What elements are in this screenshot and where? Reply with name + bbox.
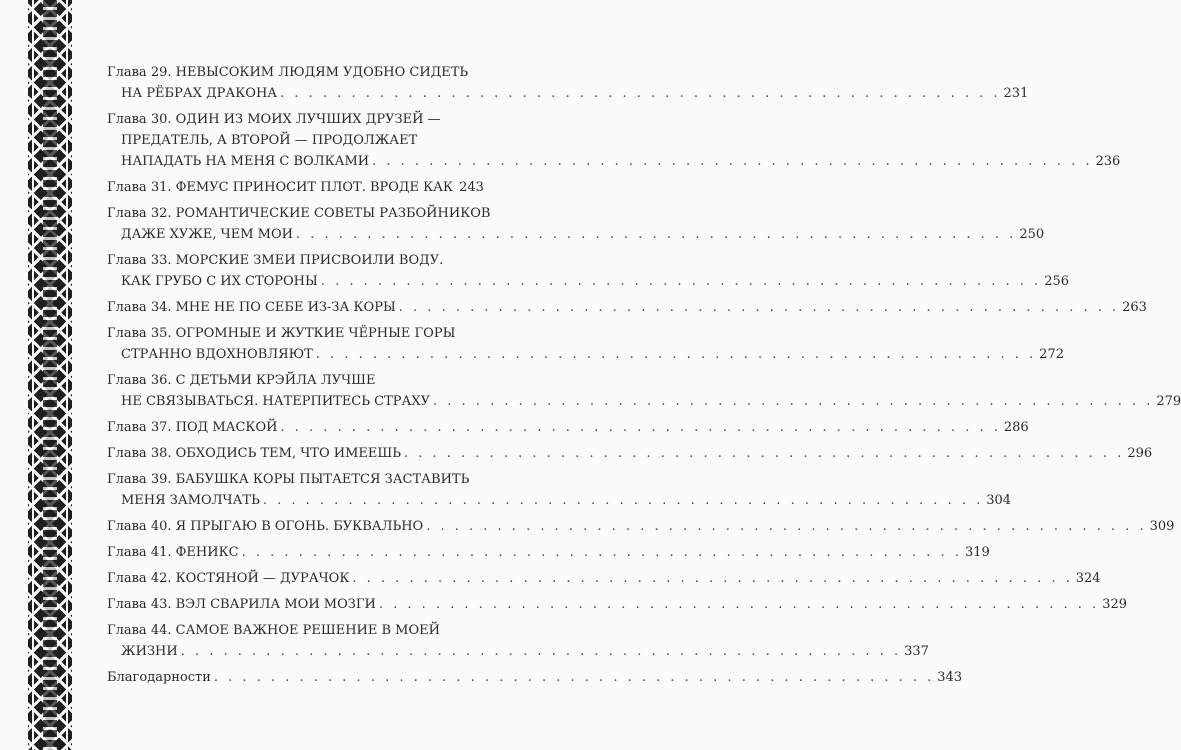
toc-entry-line bbox=[107, 344, 1064, 365]
toc-entry-title: Глава 30. ОДИН ИЗ МОИХ ЛУЧШИХ ДРУЗЕЙ — bbox=[107, 112, 441, 127]
toc-entry-title: КАК ГРУБО С ИХ СТОРОНЫ bbox=[121, 274, 318, 289]
toc-entry-title: НАПАДАТЬ НА МЕНЯ С ВОЛКАМИ bbox=[121, 154, 370, 169]
toc-entry bbox=[107, 323, 1064, 365]
toc-entry bbox=[107, 297, 1147, 318]
toc-entry-title: Глава 40. Я ПРЫГАЮ В ОГОНЬ. БУКВАЛЬНО bbox=[107, 519, 424, 534]
toc-entry-title: Глава 31. ФЕМУС ПРИНОСИТ ПЛОТ. ВРОДЕ КАК bbox=[107, 180, 454, 195]
toc-entry-line bbox=[107, 391, 1181, 412]
toc-entry-title: Глава 29. НЕВЫСОКИМ ЛЮДЯМ УДОБНО СИДЕТЬ bbox=[107, 65, 469, 80]
toc-entry bbox=[107, 516, 1175, 537]
page-number: 337 bbox=[904, 644, 929, 659]
toc-entry bbox=[107, 469, 1012, 511]
toc-entry bbox=[107, 594, 1128, 615]
page-number: 324 bbox=[1075, 571, 1101, 586]
toc-entry-line bbox=[107, 323, 477, 344]
dot-leader: . . . . . . . . . . . . . . . . . . . . . . . . . . . . . . . . . . . . . . . . . . . . . . . . . . . bbox=[280, 86, 1001, 101]
toc-entry-title: СТРАННО ВДОХНОВЛЯЮТ bbox=[121, 347, 313, 362]
toc-entry-line bbox=[107, 250, 477, 271]
toc-entry-title: Глава 37. ПОД МАСКОЙ bbox=[107, 420, 278, 435]
toc-entry bbox=[107, 667, 963, 688]
toc-entry-line bbox=[107, 177, 484, 198]
toc-entry-title: Глава 34. МНЕ НЕ ПО СЕБЕ ИЗ-ЗА КОРЫ bbox=[107, 300, 396, 315]
toc-entry-line bbox=[107, 641, 929, 662]
ornament-pattern bbox=[43, 0, 57, 750]
toc-entry bbox=[107, 620, 929, 662]
toc-entry-title: Глава 42. КОСТЯНОЙ — ДУРАЧОК bbox=[107, 571, 350, 586]
toc-entry bbox=[107, 417, 1029, 438]
toc-entry-line bbox=[107, 271, 1070, 292]
toc-entry-line bbox=[107, 109, 477, 130]
dot-leader: . . . . . . . . . . . . . . . . . . . . . . . . . . . . . . . . . . . . . . . . . . . . . . . . . . . bbox=[315, 347, 1037, 362]
toc-entry-title: Глава 36. С ДЕТЬМИ КРЭЙЛА ЛУЧШЕ bbox=[107, 373, 376, 388]
dot-leader: . . . . . . . . . . . . . . . . . . . . . . . . . . . . . . . . . . . . . . . . . . . . . . . . . . . bbox=[398, 300, 1120, 315]
toc-entry-line bbox=[107, 542, 990, 563]
toc-entry bbox=[107, 443, 1153, 464]
toc-entry bbox=[107, 109, 1121, 172]
page-number: 243 bbox=[459, 180, 484, 195]
page-number: 236 bbox=[1095, 154, 1121, 169]
page-number: 309 bbox=[1149, 519, 1175, 534]
page-number: 250 bbox=[1019, 227, 1045, 242]
toc-entry-line bbox=[107, 130, 477, 151]
toc-entry-title: Глава 39. БАБУШКА КОРЫ ПЫТАЕТСЯ ЗАСТАВИТЬ bbox=[107, 472, 470, 487]
toc-entry-title: Глава 38. ОБХОДИСЬ ТЕМ, ЧТО ИМЕЕШЬ bbox=[107, 446, 401, 461]
toc-entry-title: ПРЕДАТЕЛЬ, А ВТОРОЙ — ПРОДОЛЖАЕТ bbox=[121, 133, 418, 148]
toc-entry-title: НА РЁБРАХ ДРАКОНА bbox=[121, 86, 278, 101]
toc-entry bbox=[107, 250, 1070, 292]
toc-entry bbox=[107, 203, 1045, 245]
toc-entry-line bbox=[107, 568, 1101, 589]
toc-entry-title: Глава 35. ОГРОМНЫЕ И ЖУТКИЕ ЧЁРНЫЕ ГОРЫ bbox=[107, 326, 456, 341]
page-number: 256 bbox=[1044, 274, 1070, 289]
toc-entry-line bbox=[107, 417, 1029, 438]
page-number: 272 bbox=[1039, 347, 1064, 362]
toc-entry-title: МЕНЯ ЗАМОЛЧАТЬ bbox=[121, 493, 260, 508]
dot-leader: . . . . . . . . . . . . . . . . . . . . . . . . . . . . . . . . . . . . . . . . . . . . . . . . . . . bbox=[426, 519, 1147, 534]
dot-leader: . . . . . . . . . . . . . . . . . . . . . . . . . . . . . . . . . . . . . . . . . . . . . . . . . . . bbox=[352, 571, 1073, 586]
dot-leader: . . . . . . . . . . . . . . . . . . . . . . . . . . . . . . . . . . . . . . . . . . . . . . . . . . . bbox=[403, 446, 1125, 461]
toc-entry bbox=[107, 542, 990, 563]
toc-entry-line bbox=[107, 151, 1121, 172]
toc-entry-title: Глава 41. ФЕНИКС bbox=[107, 545, 239, 560]
toc-entry-title: Благодарности bbox=[107, 670, 211, 685]
dot-leader: . . . . . . . . . . . . . . . . . . . . . . . . . . . . . . . . . . . . . . . . . . . . . . . . . . . bbox=[213, 670, 935, 685]
page-number: 263 bbox=[1122, 300, 1147, 315]
toc-entry-line bbox=[107, 224, 1045, 245]
toc-entry-title: ДАЖЕ ХУЖЕ, ЧЕМ МОИ bbox=[121, 227, 293, 242]
page-number: 231 bbox=[1003, 86, 1029, 101]
toc-entry-line bbox=[107, 62, 477, 83]
dot-leader: . . . . . . . . . . . . . . . . . . . . . . . . . . . . . . . . . . . . . . . . . . . . . . . . . . . bbox=[372, 154, 1093, 169]
toc-entry-title: НЕ СВЯЗЫВАТЬСЯ. НАТЕРПИТЕСЬ СТРАХУ bbox=[121, 394, 431, 409]
toc-entry-title: ЖИЗНИ bbox=[121, 644, 178, 659]
toc-entry-line bbox=[107, 516, 1175, 537]
page-number: 319 bbox=[964, 545, 990, 560]
dot-leader: . . . . . . . . . . . . . . . . . . . . . . . . . . . . . . . . . . . . . . . . . . . . . . . . . . . bbox=[280, 420, 1001, 435]
table-of-contents bbox=[107, 62, 1181, 693]
toc-entry-line bbox=[107, 83, 1029, 104]
page-number: 343 bbox=[937, 670, 963, 685]
page-number: 329 bbox=[1102, 597, 1128, 612]
toc-entry-title: Глава 43. ВЭЛ СВАРИЛА МОИ МОЗГИ bbox=[107, 597, 376, 612]
toc-entry-line bbox=[107, 443, 1153, 464]
ornamental-border bbox=[28, 0, 72, 750]
page-number: 279 bbox=[1156, 394, 1181, 409]
toc-entry-title: Глава 32. РОМАНТИЧЕСКИЕ СОВЕТЫ РАЗБОЙНИКОВ bbox=[107, 206, 491, 221]
toc-entry-line bbox=[107, 667, 963, 688]
toc-entry-line bbox=[107, 594, 1128, 615]
toc-entry-line bbox=[107, 370, 477, 391]
dot-leader: . . . . . . . . . . . . . . . . . . . . . . . . . . . . . . . . . . . . . . . . . . . . . . . . . . . bbox=[262, 493, 984, 508]
toc-entry-line bbox=[107, 297, 1147, 318]
toc-entry bbox=[107, 177, 484, 198]
page-number: 286 bbox=[1003, 420, 1029, 435]
toc-entry-line bbox=[107, 620, 477, 641]
dot-leader: . . . . . . . . . . . . . . . . . . . . . . . . . . . . . . . . . . . . . . . . . . . . . . . . . . . bbox=[378, 597, 1100, 612]
dot-leader: . . . . . . . . . . . . . . . . . . . . . . . . . . . . . . . . . . . . . . . . . . . . . . . . . . . bbox=[320, 274, 1042, 289]
toc-entry bbox=[107, 370, 1181, 412]
toc-entry-title: Глава 44. САМОЕ ВАЖНОЕ РЕШЕНИЕ В МОЕЙ bbox=[107, 623, 440, 638]
dot-leader: . . . . . . . . . . . . . . . . . . . . . . . . . . . . . . . . . . . . . . . . . . . . . . . . . . . bbox=[295, 227, 1017, 242]
dot-leader: . . . . . . . . . . . . . . . . . . . . . . . . . . . . . . . . . . . . . . . . . . . . . . . . . . . bbox=[433, 394, 1154, 409]
page-number: 304 bbox=[986, 493, 1012, 508]
toc-entry-line bbox=[107, 203, 491, 224]
dot-leader: . . . . . . . . . . . . . . . . . . . . . . . . . . . . . . . . . . . . . . . . . . . . . . . . . . . bbox=[180, 644, 902, 659]
toc-entry-title: Глава 33. МОРСКИЕ ЗМЕИ ПРИСВОИЛИ ВОДУ. bbox=[107, 253, 444, 268]
toc-entry-line bbox=[107, 469, 477, 490]
toc-entry bbox=[107, 568, 1101, 589]
dot-leader: . . . . . . . . . . . . . . . . . . . . . . . . . . . . . . . . . . . . . . . . . . . . . . . . . . . bbox=[241, 545, 962, 560]
toc-entry-line bbox=[107, 490, 1012, 511]
toc-entry bbox=[107, 62, 1029, 104]
page-number: 296 bbox=[1127, 446, 1153, 461]
